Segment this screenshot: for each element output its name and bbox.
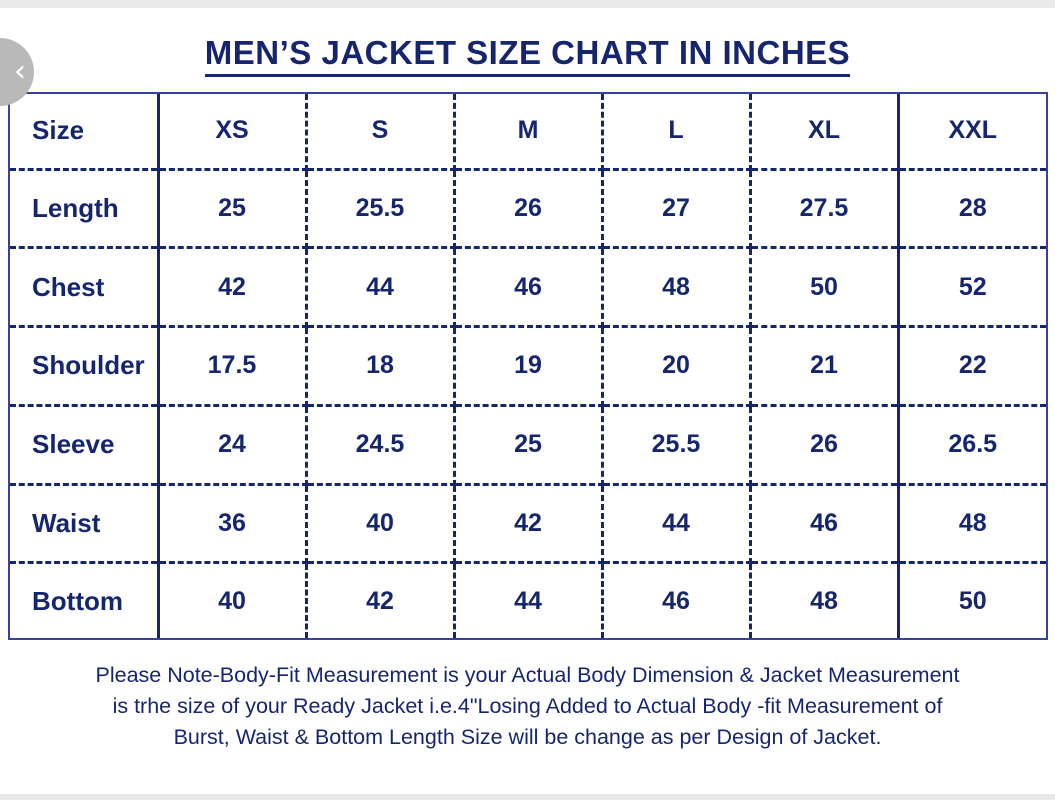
chart-note-line-3: Burst, Waist & Bottom Length Size will be change as per Design of Jacket.: [173, 725, 882, 749]
cell-shoulder-s: 18: [306, 327, 454, 406]
column-header-l: L: [602, 94, 750, 169]
table-row: [10, 169, 1046, 248]
row-label-chest: Chest: [10, 248, 158, 327]
row-label-sleeve: Sleeve: [10, 405, 158, 484]
table-row: [10, 248, 1046, 327]
cell-length-xxl: 28: [898, 169, 1046, 248]
cell-waist-xs: 36: [158, 484, 306, 563]
cell-waist-xxl: 48: [898, 484, 1046, 563]
chart-note-line-2: is trhe size of your Ready Jacket i.e.4"Losing Added to Actual Body -fit Measurement of: [112, 694, 943, 718]
cell-chest-xs: 42: [158, 248, 306, 327]
cell-chest-xxl: 52: [898, 248, 1046, 327]
cell-shoulder-xl: 21: [750, 327, 898, 406]
cell-sleeve-xl: 26: [750, 405, 898, 484]
table-row: [10, 484, 1046, 563]
cell-waist-l: 44: [602, 484, 750, 563]
table-header-row: [10, 94, 1046, 169]
top-edge-strip: [0, 0, 1055, 8]
cell-sleeve-xs: 24: [158, 405, 306, 484]
chart-note-line-1: Please Note-Body-Fit Measurement is your Actual Body Dimension & Jacket Measurement: [95, 663, 960, 687]
cell-bottom-m: 44: [454, 563, 602, 638]
cell-length-xs: 25: [158, 169, 306, 248]
cell-shoulder-xs: 17.5: [158, 327, 306, 406]
size-chart-table-wrapper: [8, 92, 1048, 640]
size-chart-table: [10, 94, 1046, 638]
cell-sleeve-m: 25: [454, 405, 602, 484]
cell-chest-m: 46: [454, 248, 602, 327]
page-title-text: MEN’S JACKET SIZE CHART IN INCHES: [205, 34, 850, 77]
column-header-size: Size: [10, 94, 158, 169]
cell-sleeve-xxl: 26.5: [898, 405, 1046, 484]
cell-waist-m: 42: [454, 484, 602, 563]
cell-sleeve-s: 24.5: [306, 405, 454, 484]
cell-waist-s: 40: [306, 484, 454, 563]
bottom-edge-strip: [0, 794, 1055, 800]
row-label-waist: Waist: [10, 484, 158, 563]
column-header-xs: XS: [158, 94, 306, 169]
cell-bottom-l: 46: [602, 563, 750, 638]
cell-chest-xl: 50: [750, 248, 898, 327]
column-header-m: M: [454, 94, 602, 169]
table-row: [10, 405, 1046, 484]
page-title: [0, 34, 1055, 72]
cell-sleeve-l: 25.5: [602, 405, 750, 484]
cell-bottom-xl: 48: [750, 563, 898, 638]
cell-bottom-xxl: 50: [958, 586, 987, 615]
column-header-s: S: [306, 94, 454, 169]
row-label-shoulder: Shoulder: [10, 327, 158, 406]
cell-chest-l: 48: [602, 248, 750, 327]
column-header-xxl: XXL: [898, 94, 1046, 169]
column-header-xl: XL: [750, 94, 898, 169]
cell-shoulder-xxl: 22: [898, 327, 1046, 406]
cell-shoulder-m: 19: [454, 327, 602, 406]
cell-chest-s: 44: [306, 248, 454, 327]
cell-length-s: 25.5: [306, 169, 454, 248]
cell-waist-xl: 46: [750, 484, 898, 563]
table-row: [10, 563, 1046, 638]
cell-shoulder-l: 20: [602, 327, 750, 406]
cell-length-xl: 27.5: [750, 169, 898, 248]
chart-note: [0, 660, 1055, 753]
table-row: [10, 327, 1046, 406]
cell-length-m: 26: [454, 169, 602, 248]
cell-length-l: 27: [602, 169, 750, 248]
row-label-length: Length: [10, 169, 158, 248]
cell-bottom-s: 42: [306, 563, 454, 638]
row-label-bottom: Bottom: [10, 563, 158, 638]
chevron-left-icon: ‹: [14, 54, 26, 89]
cell-bottom-xs: 40: [158, 563, 306, 638]
